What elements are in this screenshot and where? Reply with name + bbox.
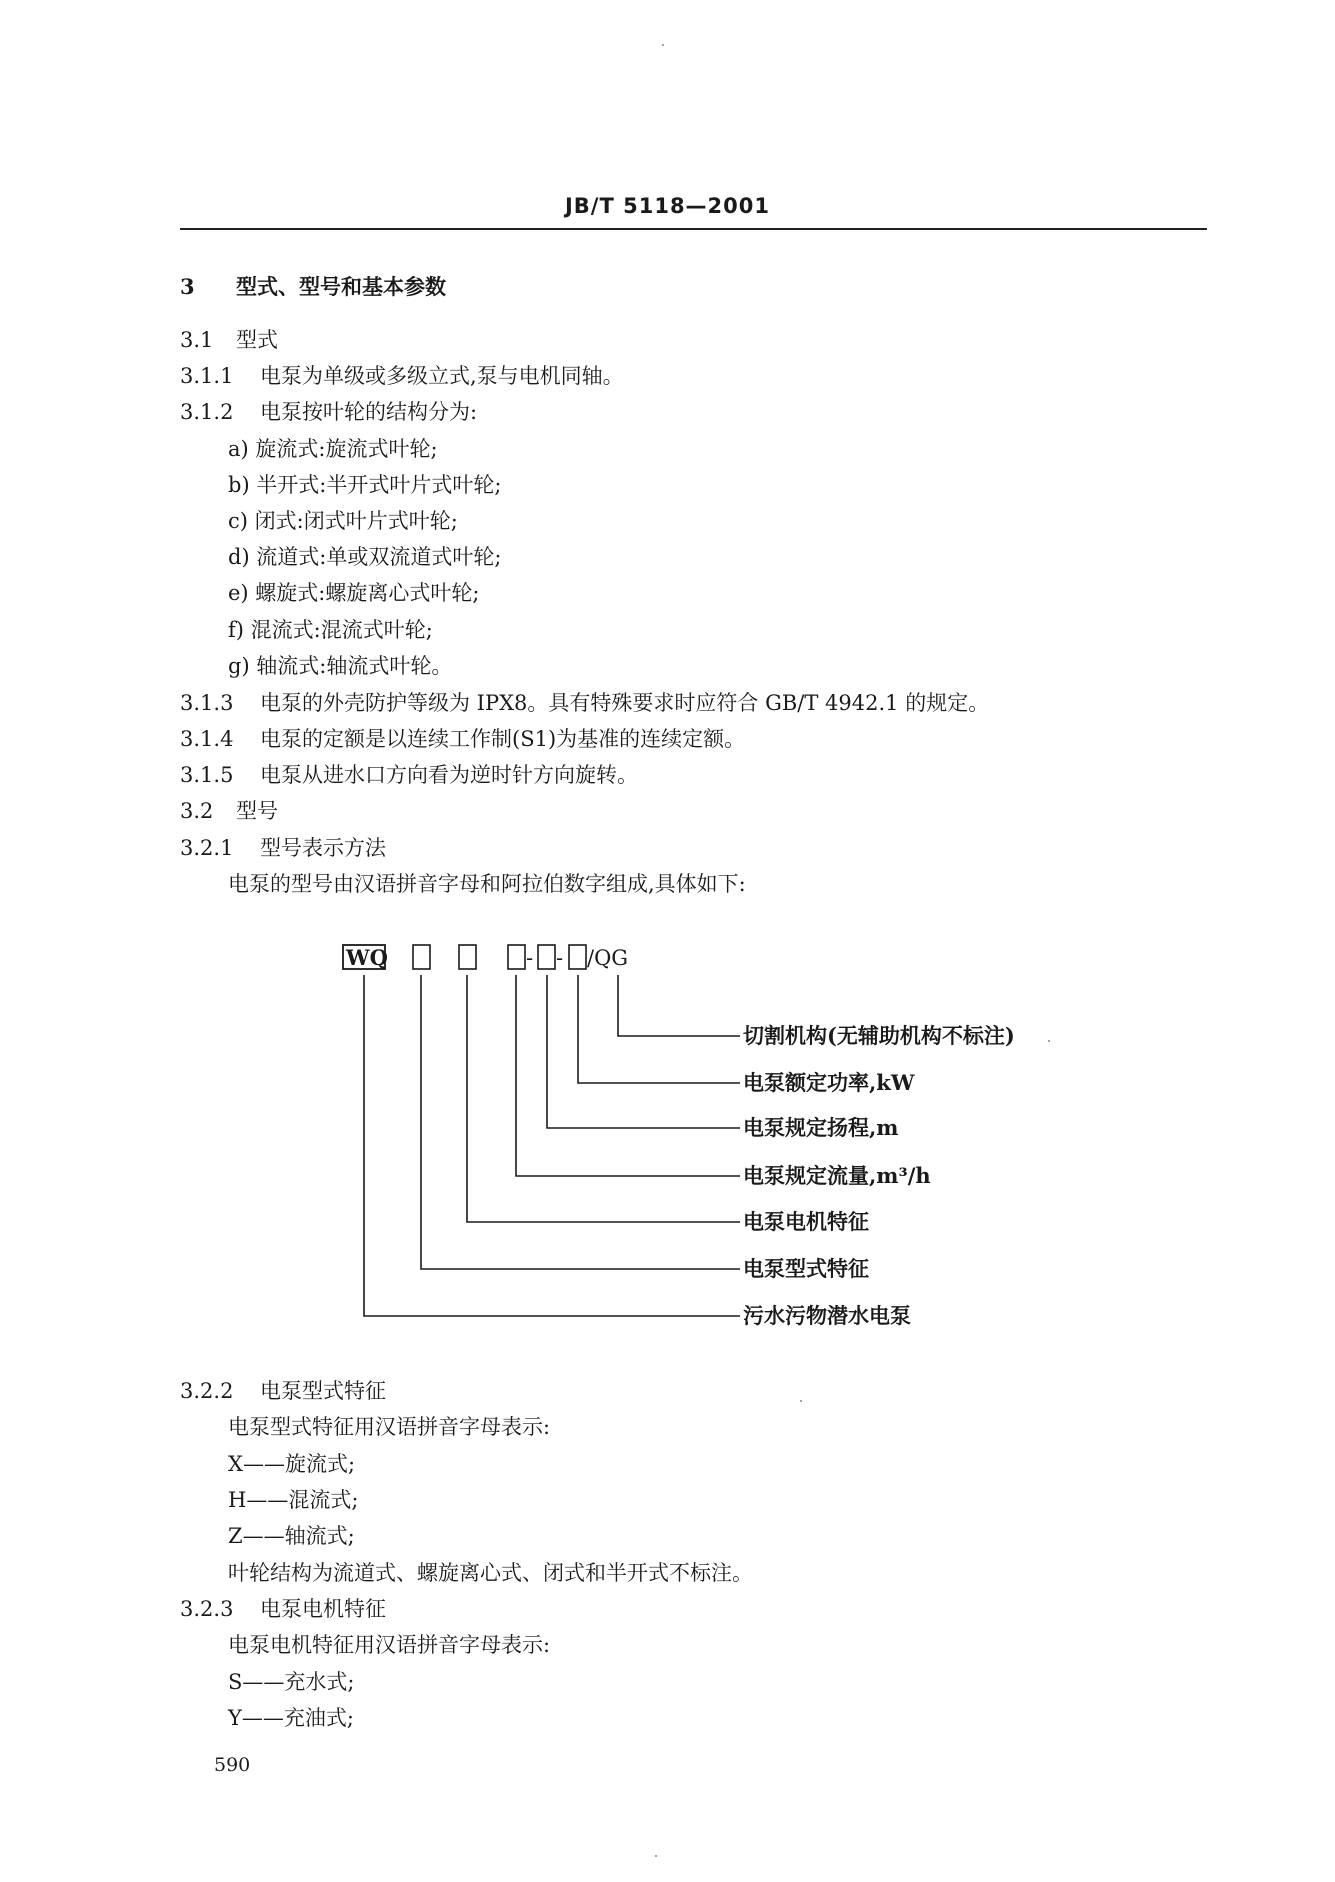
motor-code-item: S——充水式;: [228, 1670, 355, 1694]
clause-number: 3.1.2: [180, 400, 234, 424]
section-title: 型式、型号和基本参数: [236, 274, 446, 299]
section-number: 3.2: [180, 799, 214, 823]
scan-speck: [1048, 1040, 1050, 1042]
clause-text: 电泵为单级或多级立式,泵与电机同轴。: [260, 364, 624, 388]
clause-text: 电泵的外壳防护等级为 IPX8。具有特殊要求时应符合 GB/T 4942.1 的规定。: [260, 691, 990, 715]
prefix-wq: WQ: [346, 945, 388, 970]
label-flow: 电泵规定流量,m³/h: [743, 1163, 931, 1188]
clause-3-2-1-text: 电泵的型号由汉语拼音字母和阿拉伯数字组成,具体如下:: [228, 872, 746, 896]
clause-3-2-2-note: 叶轮结构为流道式、螺旋离心式、闭式和半开式不标注。: [228, 1561, 753, 1585]
document-code-header: JB/T 5118—2001: [564, 194, 771, 218]
dash: -: [526, 946, 534, 970]
section-title: 型式: [236, 328, 278, 352]
clause-text: 电泵从进水口方向看为逆时针方向旋转。: [260, 763, 638, 787]
label-head: 电泵规定扬程,m: [743, 1115, 899, 1140]
placeholder-box-5: [569, 945, 586, 969]
clause-text: 电泵的定额是以连续工作制(S1)为基准的连续定额。: [260, 727, 746, 751]
label-pump-type-feature: 电泵型式特征: [743, 1256, 869, 1281]
page-number: 590: [214, 1754, 251, 1776]
section-number: 3.1: [180, 328, 214, 352]
type-code-item: Z——轴流式;: [228, 1524, 355, 1548]
label-cutting-mechanism: 切割机构(无辅助机构不标注): [743, 1023, 1015, 1048]
section-number: 3: [180, 274, 195, 299]
dash: -: [556, 946, 564, 970]
clause-number: 3.1.3: [180, 691, 234, 715]
leader-line: [516, 975, 740, 1176]
impeller-type-item: e) 螺旋式:螺旋离心式叶轮;: [228, 581, 480, 605]
clause-3-2-3-text: 电泵电机特征用汉语拼音字母表示:: [228, 1633, 551, 1657]
clause-text: 电泵按叶轮的结构分为:: [260, 400, 478, 424]
impeller-type-item: c) 闭式:闭式叶片式叶轮;: [228, 509, 458, 533]
leader-line: [421, 975, 740, 1269]
scan-speck: [655, 1855, 657, 1857]
clause-3-2-3: [180, 1599, 386, 1620]
clause-3-2-2-text: 电泵型式特征用汉语拼音字母表示:: [228, 1415, 551, 1439]
type-code-item: X——旋流式;: [228, 1452, 356, 1476]
motor-code-item: Y——充油式;: [228, 1706, 354, 1730]
leader-line: [467, 975, 740, 1222]
clause-title: 型号表示方法: [260, 836, 386, 860]
placeholder-box-4: [538, 945, 555, 969]
leader-line: [547, 975, 740, 1128]
leader-line: [618, 975, 740, 1036]
scan-speck: [662, 44, 664, 46]
clause-title: 电泵型式特征: [260, 1379, 386, 1403]
suffix-qg: /QG: [587, 946, 629, 970]
label-sewage-pump: 污水污物潜水电泵: [743, 1303, 911, 1328]
scan-speck: [800, 1400, 802, 1402]
clause-number: 3.1.4: [180, 727, 234, 751]
label-rated-power: 电泵额定功率,kW: [743, 1070, 915, 1095]
impeller-type-item: g) 轴流式:轴流式叶轮。: [228, 654, 453, 678]
section-title: 型号: [236, 799, 278, 823]
clause-title: 电泵电机特征: [260, 1597, 386, 1621]
impeller-type-item: f) 混流式:混流式叶轮;: [228, 618, 433, 642]
clause-number: 3.1.1: [180, 364, 234, 388]
clause-number: 3.2.1: [180, 836, 234, 860]
placeholder-box-2: [459, 945, 476, 969]
impeller-type-item: d) 流道式:单或双流道式叶轮;: [228, 545, 502, 569]
clause-number: 3.1.5: [180, 763, 234, 787]
leader-line: [578, 975, 740, 1083]
clause-number: 3.2.3: [180, 1597, 234, 1621]
clause-number: 3.2.2: [180, 1379, 234, 1403]
label-motor-feature: 电泵电机特征: [743, 1209, 869, 1234]
placeholder-box-3: [508, 945, 525, 969]
impeller-type-item: b) 半开式:半开式叶片式叶轮;: [228, 473, 502, 497]
clause-3-2-2: [180, 1381, 386, 1402]
placeholder-box-1: [413, 945, 430, 969]
type-code-item: H——混流式;: [228, 1488, 359, 1512]
impeller-type-item: a) 旋流式:旋流式叶轮;: [228, 437, 438, 461]
